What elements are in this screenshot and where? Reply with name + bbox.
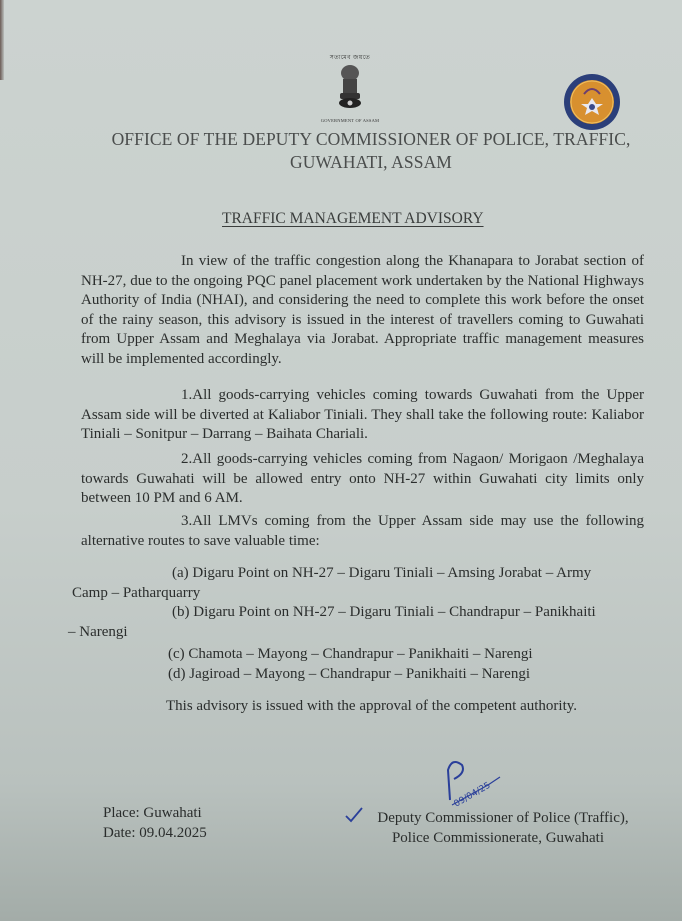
route-a-line1: (a) Digaru Point on NH-27 – Digaru Tiniali – Amsing Jorabat – Army: [172, 565, 592, 581]
point-2: [81, 450, 644, 509]
designation-line-1: Deputy Commissioner of Police (Traffic),: [377, 810, 629, 826]
point-1: [81, 386, 644, 445]
intro-text: In view of the traffic congestion along the Khanapara to Jorabat section of NH-27, due to the ongoing PQC panel placement work undertaken by the National Highways Authority of India (NHAI), and considering the need to complete this work before the onset of the rainy season, this advisory is issued in the interest of travellers coming to Guwahati from Upper Assam and Meghalaya via Jorabat. Appropriate traffic management measures will be implemented accordingly.: [81, 253, 644, 367]
state-emblem: [318, 52, 382, 122]
route-b-line1: (b) Digaru Point on NH-27 – Digaru Tiniali – Chandrapur – Panikhaiti: [172, 604, 596, 620]
route-a-line2: Camp – Patharquarry: [72, 585, 201, 601]
signature-date: 09/04/25: [452, 780, 493, 810]
designation-line-2: Police Commissionerate, Guwahati: [391, 830, 605, 846]
paper-edge: [0, 0, 4, 80]
point-3-text: 3.All LMVs coming from the Upper Assam side may use the following alternative routes to save valuable time:: [81, 513, 644, 549]
approval-statement: This advisory is issued with the approval of the competent authority.: [166, 698, 578, 714]
point-3: [81, 512, 644, 551]
advisory-title: TRAFFIC MANAGEMENT ADVISORY: [222, 210, 484, 227]
signature-icon: [440, 755, 510, 815]
signatory-designation: [348, 808, 648, 848]
office-line-2: GUWAHATI, ASSAM: [290, 152, 452, 172]
route-d: (d) Jagiroad – Mayong – Chandrapur – Panikhaiti – Narengi: [168, 666, 530, 682]
route-b-line2: – Narengi: [68, 624, 128, 640]
date: Date: 09.04.2025: [103, 825, 207, 841]
point-1-text: 1.All goods-carrying vehicles coming towards Guwahati from the Upper Assam side will be diverted at Kaliabor Tiniali. They shall take the following route: Kaliabor Tiniali – Sonitpur – Darrang – Baihata Chariali.: [81, 387, 644, 442]
intro-paragraph: [81, 252, 644, 369]
office-heading: [60, 128, 682, 174]
emblem-caption: GOVERNMENT OF ASSAM: [320, 118, 380, 123]
route-c: (c) Chamota – Mayong – Chandrapur – Panikhaiti – Narengi: [168, 646, 533, 662]
office-line-1: OFFICE OF THE DEPUTY COMMISSIONER OF POLICE, TRAFFIC,: [111, 129, 631, 149]
emblem-motto: সত্যমেব জয়তে: [329, 55, 371, 61]
place-date: [103, 803, 207, 843]
place: Place: Guwahati: [103, 805, 202, 821]
lion-capital-icon: [330, 63, 370, 111]
point-2-text: 2.All goods-carrying vehicles coming from Nagaon/ Morigaon /Meghalaya towards Guwahati will be allowed entry onto NH-27 within Guwahati city limits only between 10 PM and 6 AM.: [81, 451, 644, 506]
assam-police-logo-icon: [562, 72, 622, 132]
